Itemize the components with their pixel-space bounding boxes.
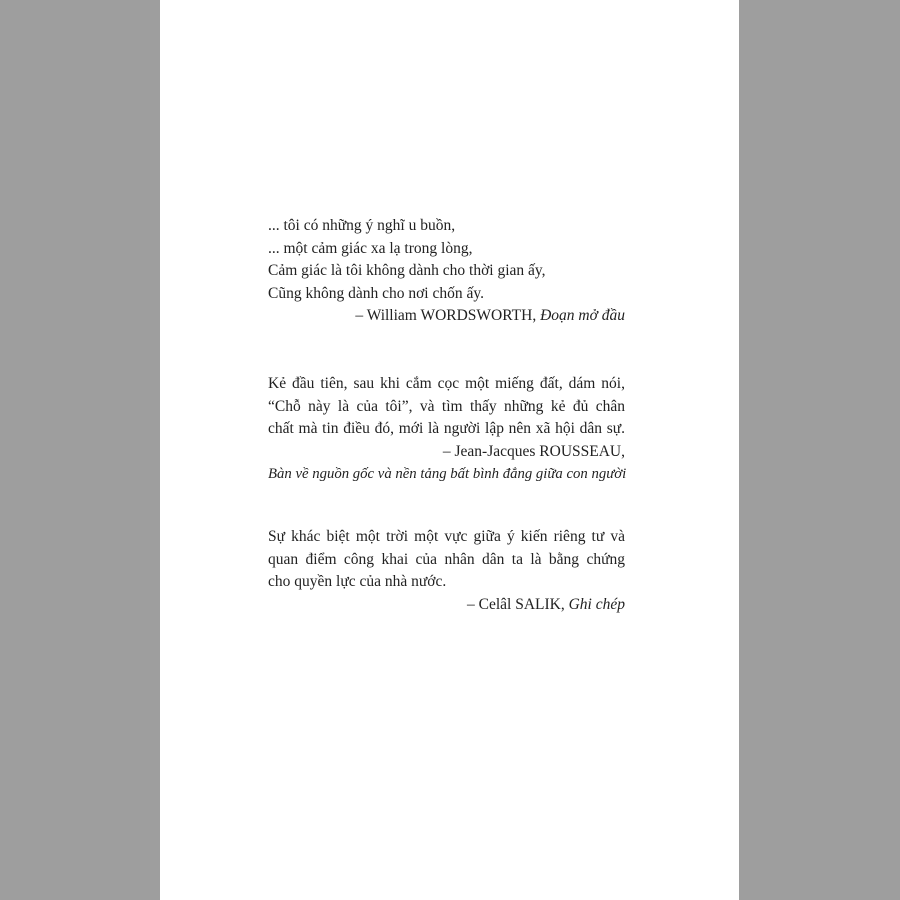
attribution-source: Bàn về nguồn gốc và nền tảng bất bình đẳng giữa con người — [268, 466, 627, 482]
attribution-author: – Jean-Jacques ROUSSEAU, — [442, 442, 625, 460]
epigraph-line: ... tôi có những ý nghĩ u buồn, — [268, 217, 456, 234]
attribution-author: – Celâl SALIK, — [467, 595, 569, 613]
epigraph-line: ... một cảm giác xa lạ trong lòng, — [268, 239, 473, 257]
attribution-source: Đoạn mở đầu — [540, 307, 625, 324]
epigraph-salik — [268, 526, 625, 616]
epigraph-attribution — [268, 594, 625, 617]
epigraph-line: Kẻ đầu tiên, sau khi cắm cọc một miếng đất, dám nói, — [268, 375, 625, 392]
attribution-author: – William WORDSWORTH, — [355, 307, 541, 324]
epigraph-line: chất mà tin điều đó, mới là người lập nên xã hội dân sự. — [268, 420, 625, 437]
epigraph-attribution — [268, 305, 625, 328]
epigraph-line: cho quyền lực của nhà nước. — [268, 573, 447, 590]
epigraph-line: “Chỗ này là của tôi”, và tìm thấy những kẻ đủ chân — [268, 397, 625, 415]
epigraph-line: Sự khác biệt một trời một vực giữa ý kiến riêng tư và — [268, 528, 625, 545]
epigraph-wordsworth — [268, 215, 625, 328]
epigraph-line: quan điểm công khai của nhân dân ta là bằng chứng — [268, 550, 625, 568]
epigraph-line: Cảm giác là tôi không dành cho thời gian ấy, — [268, 262, 546, 279]
book-page — [160, 0, 739, 900]
epigraph-rousseau — [268, 373, 625, 486]
epigraph-line: Cũng không dành cho nơi chốn ấy. — [268, 284, 484, 302]
attribution-source: Ghi chép — [568, 595, 625, 613]
